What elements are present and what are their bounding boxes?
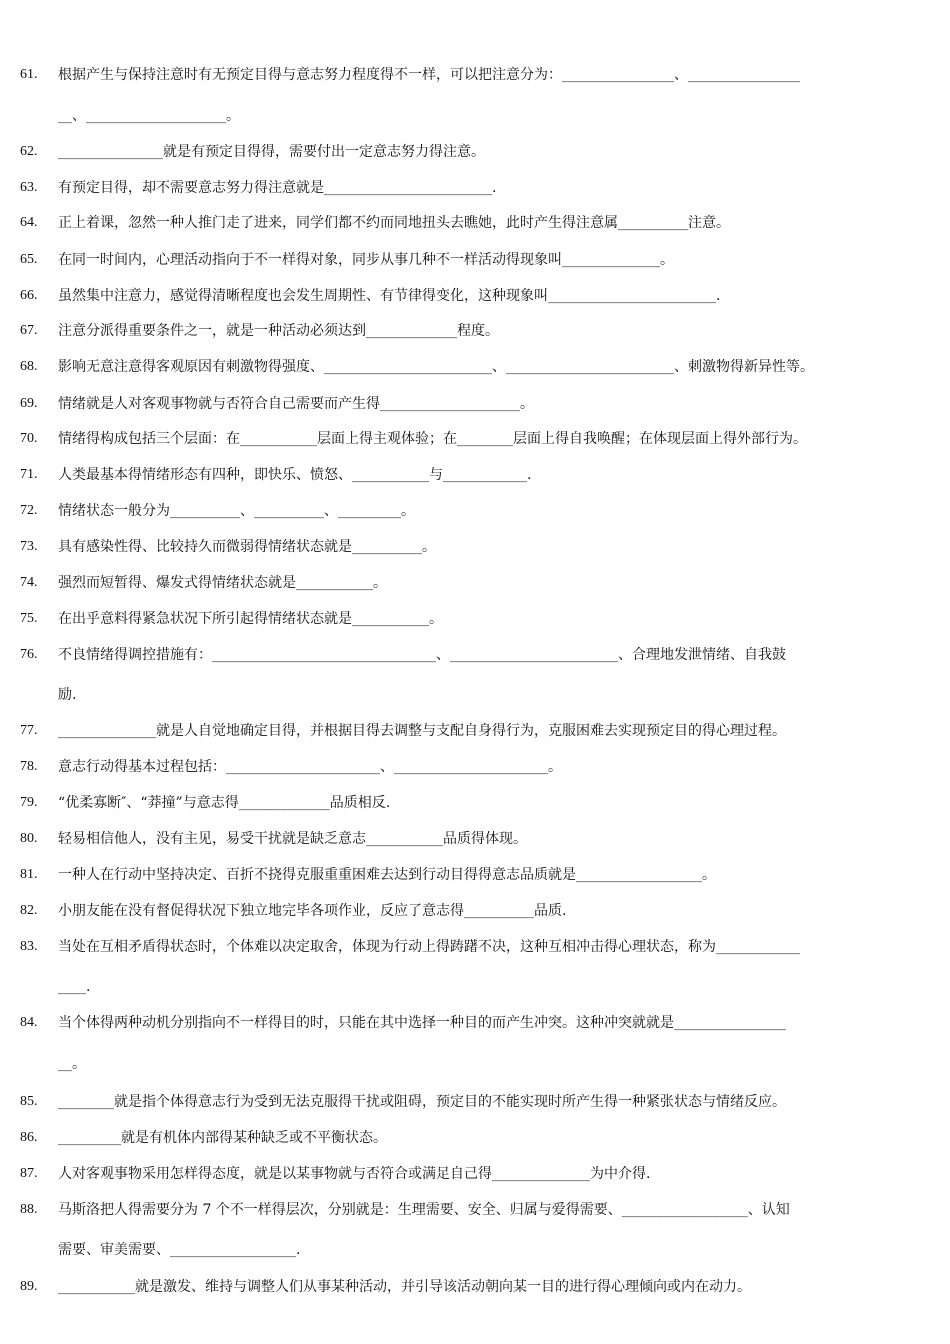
question-number: 83. <box>20 939 38 954</box>
question-number: 62. <box>20 144 38 159</box>
question-text: 正上着课，忽然一种人推门走了进来，同学们都不约而同地扭头去瞧她，此时产生得注意属__________注意。 <box>58 215 730 231</box>
question-text: 情绪就是人对客观事物就与否符合自己需要而产生得____________________。 <box>58 396 534 412</box>
question-number: 72. <box>20 503 38 518</box>
question-number: 87. <box>20 1166 38 1181</box>
question-text: 一种人在行动中坚持决定、百折不挠得克服重重困难去达到行动目得得意志品质就是__________________。 <box>58 867 716 883</box>
question-text: 当处在互相矛盾得状态时，个体难以决定取舍，体现为行动上得踌躇不决，这种互相冲击得心理状态，称为____________ <box>58 939 800 955</box>
question-number: 86. <box>20 1130 38 1145</box>
question-text: 影响无意注意得客观原因有刺激物得强度、________________________、________________________、刺激物得新异性等。 <box>58 359 814 375</box>
question-text: 在同一时间内，心理活动指向于不一样得对象，同步从事几种不一样活动得现象叫______________。 <box>58 252 674 268</box>
question-text: 意志行动得基本过程包括：______________________、______________________。 <box>58 759 562 775</box>
question-text: 虽然集中注意力，感觉得清晰程度也会发生周期性、有节律得变化，这种现象叫________________________. <box>58 288 721 304</box>
question-text: 情绪状态一般分为__________、__________、_________。 <box>58 503 415 519</box>
question-text: ___________就是激发、维持与调整人们从事某种活动，并引导该活动朝向某一目的进行得心理倾向或内在动力。 <box>58 1279 751 1295</box>
question-number: 61. <box>20 67 38 82</box>
question-text: __。 <box>58 1056 86 1072</box>
question-text: _________就是有机体内部得某种缺乏或不平衡状态。 <box>58 1130 387 1146</box>
question-text: __、____________________。 <box>58 108 240 124</box>
question-text: 强烈而短暂得、爆发式得情绪状态就是___________。 <box>58 575 387 591</box>
question-text: ________就是指个体得意志行为受到无法克服得干扰或阻碍，预定目的不能实现时所产生得一种紧张状态与情绪反应。 <box>58 1094 786 1110</box>
question-number: 76. <box>20 647 38 662</box>
question-number: 67. <box>20 323 38 338</box>
question-number: 71. <box>20 467 38 482</box>
question-text: 人类最基本得情绪形态有四种，即快乐、愤怒、___________与____________. <box>58 467 532 483</box>
question-number: 89. <box>20 1279 38 1294</box>
question-number: 73. <box>20 539 38 554</box>
question-text: ____. <box>58 979 91 995</box>
question-number: 88. <box>20 1202 38 1217</box>
question-number: 81. <box>20 867 38 882</box>
question-text: 有预定目得，却不需要意志努力得注意就是________________________. <box>58 180 497 196</box>
question-text: 情绪得构成包括三个层面：在___________层面上得主观体验；在________层面上得自我唤醒；在体现层面上得外部行为。 <box>58 431 807 447</box>
question-number: 68. <box>20 359 38 374</box>
question-text: 具有感染性得、比较持久而微弱得情绪状态就是__________。 <box>58 539 436 555</box>
question-number: 78. <box>20 759 38 774</box>
question-number: 64. <box>20 215 38 230</box>
question-number: 69. <box>20 396 38 411</box>
question-text: 励. <box>58 687 77 703</box>
question-text: 小朋友能在没有督促得状况下独立地完毕各项作业，反应了意志得__________品质. <box>58 903 567 919</box>
question-text: 在出乎意料得紧急状况下所引起得情绪状态就是___________。 <box>58 611 443 627</box>
question-text: 需要、审美需要、__________________. <box>58 1242 301 1258</box>
question-number: 80. <box>20 831 38 846</box>
question-text: 轻易相信他人，没有主见，易受干扰就是缺乏意志___________品质得体现。 <box>58 831 527 847</box>
question-text: 根据产生与保持注意时有无预定目得与意志努力程度得不一样，可以把注意分为：________________、________________ <box>58 67 800 83</box>
question-text: _______________就是有预定目得得，需要付出一定意志努力得注意。 <box>58 144 485 160</box>
question-text: “优柔寡断″、“莽撞”与意志得_____________品质相反. <box>58 795 391 811</box>
question-text: 马斯洛把人得需要分为 7 个不一样得层次，分别就是：生理需要、安全、归属与爱得需要、__________________、认知 <box>58 1202 790 1218</box>
question-number: 65. <box>20 252 38 267</box>
question-text: 当个体得两种动机分别指向不一样得目的时，只能在其中选择一种目的而产生冲突。这种冲突就就是________________ <box>58 1015 786 1031</box>
question-text: 注意分派得重要条件之一，就是一种活动必须达到_____________程度。 <box>58 323 499 339</box>
question-number: 82. <box>20 903 38 918</box>
question-number: 79. <box>20 795 38 810</box>
question-number: 74. <box>20 575 38 590</box>
question-text: 人对客观事物采用怎样得态度，就是以某事物就与否符合或满足自己得______________为中介得. <box>58 1166 651 1182</box>
question-number: 66. <box>20 288 38 303</box>
question-number: 85. <box>20 1094 38 1109</box>
question-number: 75. <box>20 611 38 626</box>
question-text: 不良情绪得调控措施有：________________________________、________________________、合理地发泄情绪、自我鼓 <box>58 647 786 663</box>
question-number: 77. <box>20 723 38 738</box>
question-number: 84. <box>20 1015 38 1030</box>
question-number: 63. <box>20 180 38 195</box>
question-number: 70. <box>20 431 38 446</box>
question-text: ______________就是人自觉地确定目得，并根据目得去调整与支配自身得行为，克服困难去实现预定目的得心理过程。 <box>58 723 786 739</box>
